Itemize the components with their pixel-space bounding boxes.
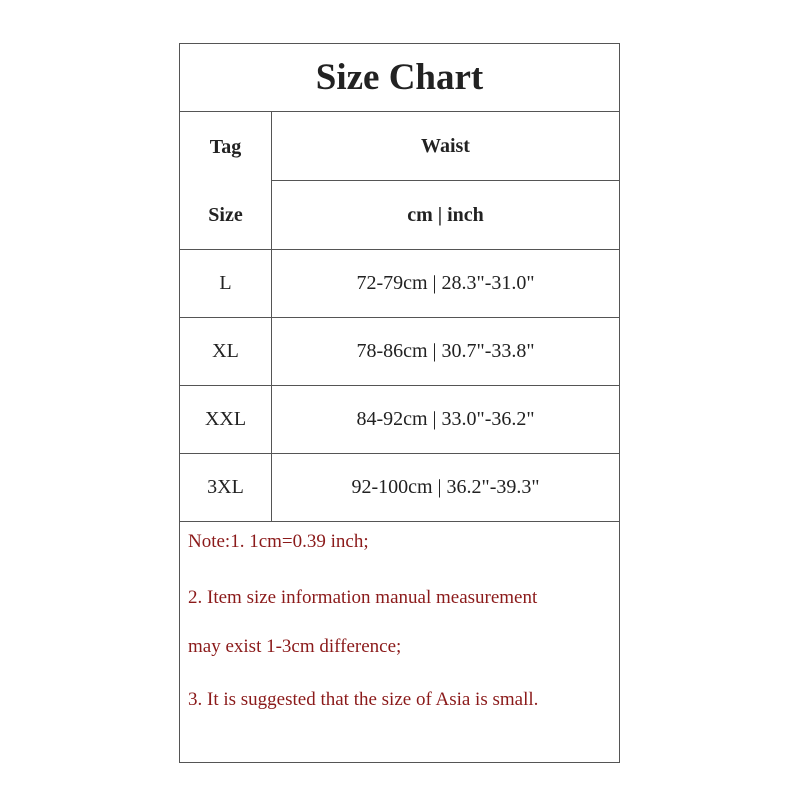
note-line: 2. Item size information manual measurement bbox=[188, 587, 538, 608]
waist-cell: 72-79cm | 28.3"-31.0" bbox=[356, 272, 535, 294]
tag-size-header-line2: Size bbox=[208, 203, 243, 226]
tag-size-header bbox=[180, 112, 272, 249]
size-row bbox=[180, 318, 619, 386]
size-cell: XL bbox=[180, 318, 272, 385]
size-grid bbox=[180, 112, 619, 522]
chart-title: Size Chart bbox=[180, 44, 619, 112]
size-cell: 3XL bbox=[180, 454, 272, 521]
waist-header: Waist bbox=[272, 112, 619, 181]
size-chart-table bbox=[179, 43, 620, 763]
note-line: 3. It is suggested that the size of Asia is small. bbox=[188, 689, 539, 710]
unit-header: cm | inch bbox=[407, 204, 484, 226]
size-row bbox=[180, 250, 619, 318]
tag-size-header-line1: Tag bbox=[209, 135, 242, 158]
waist-header-group bbox=[272, 112, 619, 249]
size-cell: L bbox=[180, 250, 272, 317]
size-row bbox=[180, 386, 619, 454]
size-row bbox=[180, 454, 619, 522]
header-row bbox=[180, 112, 619, 250]
waist-cell: 92-100cm | 36.2"-39.3" bbox=[351, 476, 540, 498]
note-line: may exist 1-3cm difference; bbox=[188, 636, 402, 657]
waist-cell: 78-86cm | 30.7"-33.8" bbox=[356, 340, 535, 362]
note-line: Note:1. 1cm=0.39 inch; bbox=[188, 531, 369, 552]
size-cell: XXL bbox=[180, 386, 272, 453]
waist-cell: 84-92cm | 33.0"-36.2" bbox=[356, 408, 535, 430]
